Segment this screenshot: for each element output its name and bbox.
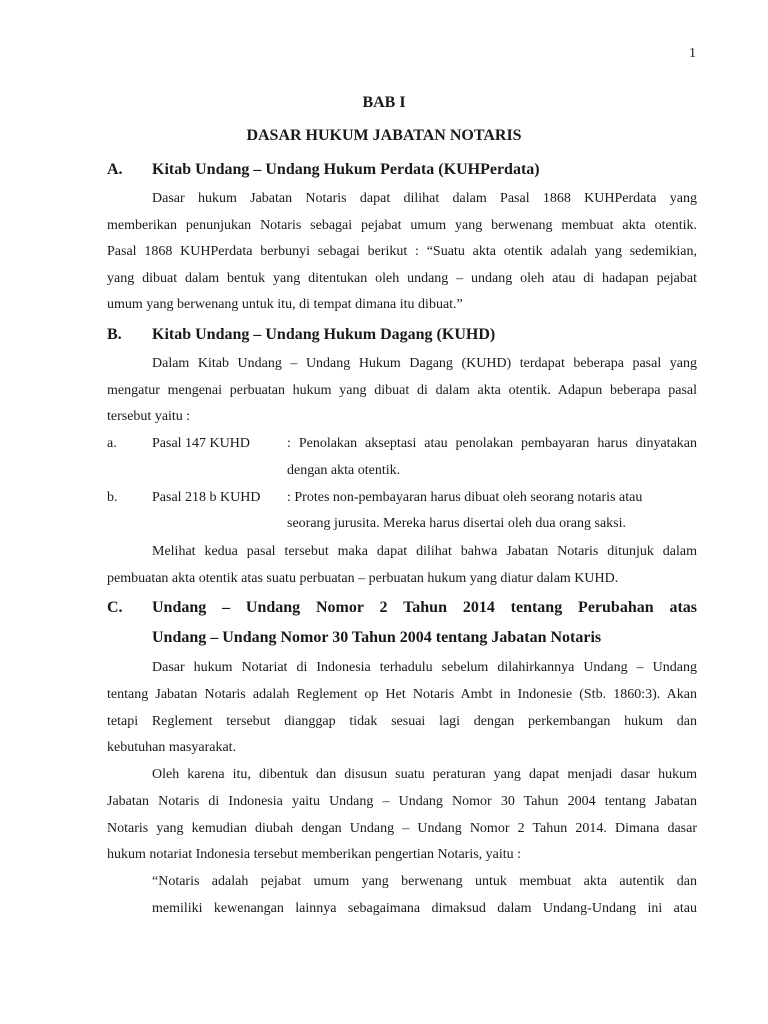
paragraph-line: Dalam Kitab Undang – Undang Hukum Dagang (KUHD) terdapat beberapa pasal yang — [152, 356, 697, 371]
paragraph-line: Oleh karena itu, dibentuk dan disusun suatu peraturan yang dapat menjadi dasar hukum — [152, 767, 697, 782]
chapter-label: BAB I — [362, 94, 406, 111]
page-number: 1 — [689, 46, 696, 61]
article-name: Pasal 218 b KUHD — [152, 490, 261, 505]
paragraph-line: memberikan penunjukan Notaris sebagai pejabat umum yang berwenang membuat akta otentik. — [107, 218, 697, 233]
quote-line: memiliki kewenangan lainnya sebagaimana dimaksud dalam Undang-Undang ini atau — [152, 901, 697, 916]
list-marker: b. — [107, 490, 118, 505]
paragraph-line: Notaris yang kemudian diubah dengan Undang – Undang Nomor 2 Tahun 2014. Dimana dasar — [107, 821, 697, 836]
quote-line: “Notaris adalah pejabat umum yang berwenang untuk membuat akta autentik dan — [152, 874, 697, 889]
paragraph-line: mengatur mengenai perbuatan hukum yang dibuat di dalam akta otentik. Adapun beberapa pasal — [107, 383, 697, 398]
section-title: Undang – Undang Nomor 2 Tahun 2014 tentang Perubahan atas — [152, 599, 697, 616]
paragraph-line: umum yang berwenang untuk itu, di tempat dimana itu dibuat.” — [107, 297, 463, 312]
section-title: Kitab Undang – Undang Hukum Dagang (KUHD) — [152, 326, 496, 343]
paragraph-line: yang dibuat dalam bentuk yang ditentukan oleh undang – undang oleh atau di hadapan pejabat — [107, 271, 697, 286]
paragraph-line: tetapi Reglement tersebut dianggap tidak sesuai lagi dengan perkembangan hukum dan — [107, 714, 697, 729]
section-letter: C. — [107, 599, 123, 616]
article-description: dengan akta otentik. — [287, 463, 401, 478]
paragraph-line: hukum notariat Indonesia tersebut memberikan pengertian Notaris, yaitu : — [107, 847, 522, 862]
paragraph-line: Pasal 1868 KUHPerdata berbunyi sebagai berikut : “Suatu akta otentik adalah yang sedemikian, — [107, 244, 697, 259]
paragraph-line: tentang Jabatan Notaris adalah Reglement op Het Notaris Ambt in Indonesie (Stb. 1860:3). Akan — [107, 687, 697, 702]
section-title: Kitab Undang – Undang Hukum Perdata (KUHPerdata) — [152, 161, 540, 178]
section-letter: B. — [107, 326, 122, 343]
paragraph-line: Dasar hukum Jabatan Notaris dapat dilihat dalam Pasal 1868 KUHPerdata yang — [152, 191, 697, 206]
article-description: : Protes non-pembayaran harus dibuat oleh seorang notaris atau — [287, 490, 643, 505]
list-marker: a. — [107, 436, 117, 451]
paragraph-line: Melihat kedua pasal tersebut maka dapat dilihat bahwa Jabatan Notaris ditunjuk dalam — [152, 544, 697, 559]
article-description: : Penolakan akseptasi atau penolakan pembayaran harus dinyatakan — [287, 436, 697, 451]
paragraph-line: tersebut yaitu : — [107, 409, 191, 424]
article-description: seorang jurusita. Mereka harus disertai oleh dua orang saksi. — [287, 516, 627, 531]
section-letter: A. — [107, 161, 123, 178]
paragraph-line: Jabatan Notaris di Indonesia yaitu Undang – Undang Nomor 30 Tahun 2004 tentang Jabatan — [107, 794, 697, 809]
section-title: Undang – Undang Nomor 30 Tahun 2004 tentang Jabatan Notaris — [152, 629, 602, 646]
chapter-title: DASAR HUKUM JABATAN NOTARIS — [246, 127, 522, 144]
paragraph-line: Dasar hukum Notariat di Indonesia terhadulu sebelum dilahirkannya Undang – Undang — [152, 660, 697, 675]
article-name: Pasal 147 KUHD — [152, 436, 250, 451]
paragraph-line: kebutuhan masyarakat. — [107, 740, 237, 755]
paragraph-line: pembuatan akta otentik atas suatu perbuatan – perbuatan hukum yang diatur dalam KUHD. — [107, 571, 619, 586]
